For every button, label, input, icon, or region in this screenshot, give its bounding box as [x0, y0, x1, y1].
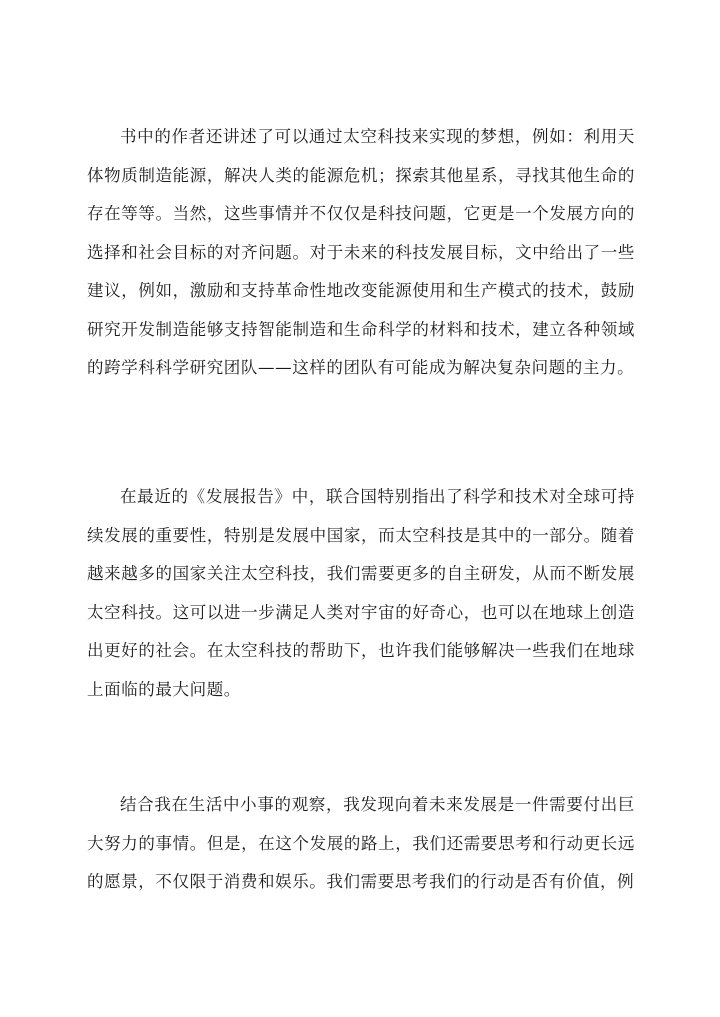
paragraph: 书中的作者还讲述了可以通过太空科技来实现的梦想，例如：利用天体物质制造能源，解决人类的能源危机；探索其他星系，寻找其他生命的存在等等。当然，这些事情并不仅仅是科技问题，它更是一个发展方向的选择和社会目标的对齐问题。对于未来的科技发展目标，文中给出了一些建议，例如，激励和支持革命性地改变能源使用和生产模式的技术，鼓励研究开发制造能够支持智能制造和生命科学的材料和技术，建立各种领域的跨学科科学研究团队——这样的团队有可能成为解决复杂问题的主力。 — [87, 127, 635, 377]
paragraph: 结合我在生活中小事的观察，我发现向着未来发展是一件需要付出巨大努力的事情。但是，在这个发展的路上，我们还需要思考和行动更长远的愿景，不仅限于消费和娱乐。我们需要思考我们的行动是否有价值，例 — [87, 795, 635, 891]
paragraph: 在最近的《发展报告》中，联合国特别指出了科学和技术对全球可持续发展的重要性，特别是发展中国家，而太空科技是其中的一部分。随着越来越多的国家关注太空科技，我们需要更多的自主研发，从而不断发展太空科技。这可以进一步满足人类对宇宙的好奇心，也可以在地球上创造出更好的社会。在太空科技的帮助下，也许我们能够解决一些我们在地球上面临的最大问题。 — [87, 487, 635, 699]
